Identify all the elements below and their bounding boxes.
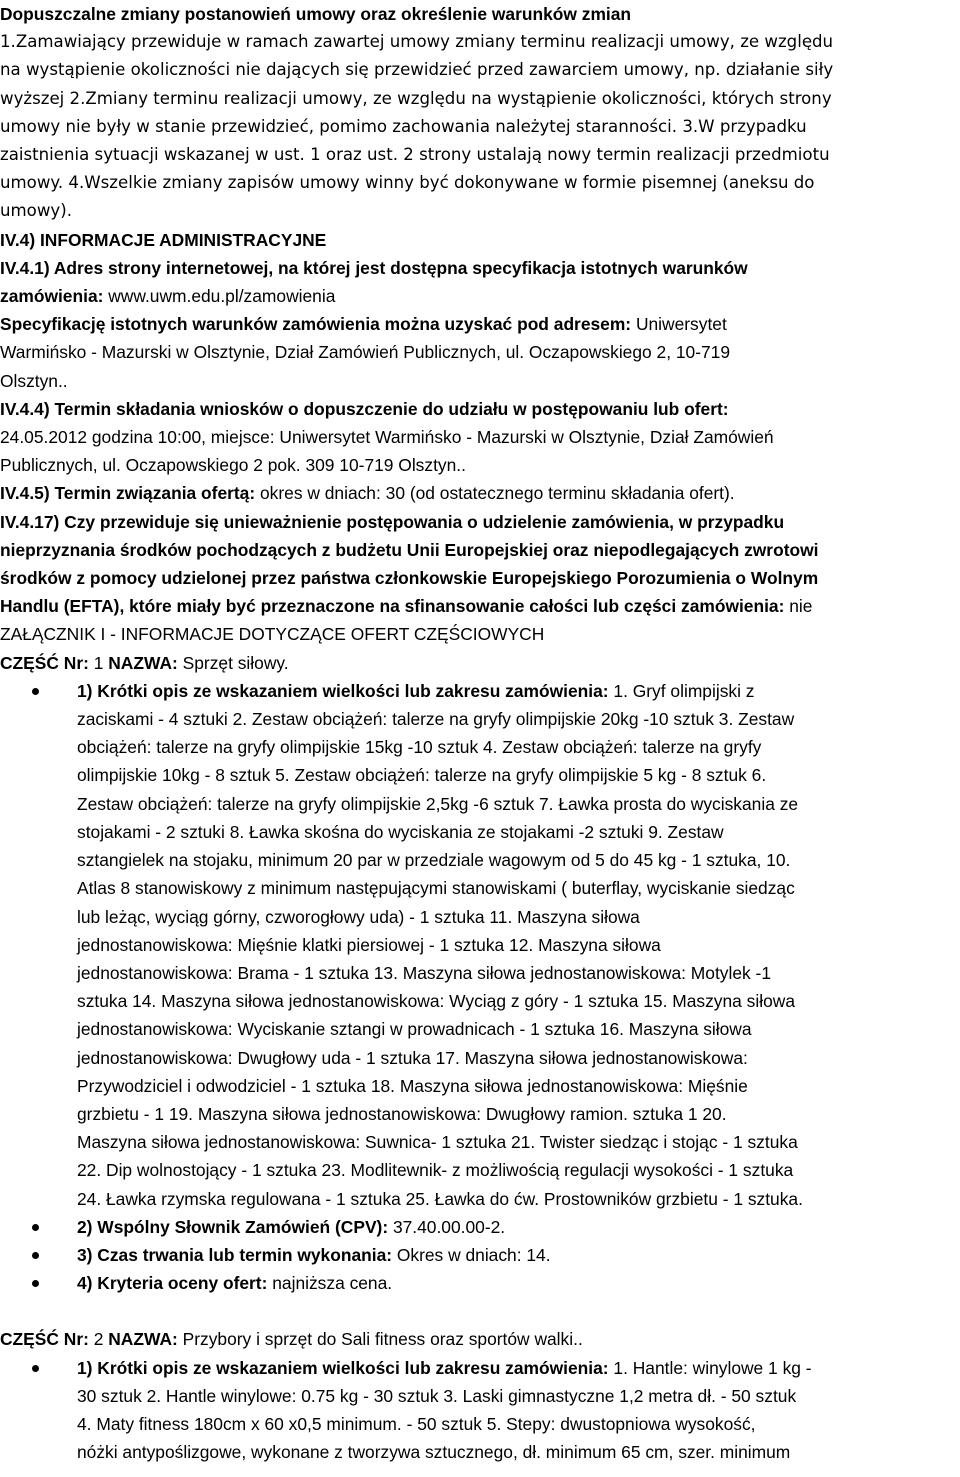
bold-text-run: IV.4.5) Termin związania ofertą: (0, 483, 260, 504)
text-run: Przybory i sprzęt do Sali fitness oraz sportów walki.. (182, 1329, 583, 1350)
list-item-line (77, 1156, 956, 1184)
bullet-icon (32, 1365, 39, 1372)
text-line (0, 649, 956, 677)
text-run: jednostanowiskowa: Wyciskanie sztangi w prowadnicach - 1 sztuka 16. Maszyna siłowa (77, 1019, 752, 1040)
text-run: 30 sztuk 2. Hantle winylowe: 0.75 kg - 30 sztuk 3. Laski gimnastyczne 1,2 metra dł. - 50 sztuk (77, 1385, 797, 1406)
bold-text-run: CZĘŚĆ Nr: (0, 652, 94, 673)
list-item (0, 1269, 956, 1297)
text-run: Publicznych, ul. Oczapowskiego 2 pok. 309 10-719 Olsztyn.. (0, 455, 466, 476)
bold-text-run: środków z pomocy udzielonej przez państwa członkowskie Europejskiego Porozumienia o Wolnym (0, 568, 819, 589)
bold-text-run: 1) Krótki opis ze wskazaniem wielkości lub zakresu zamówienia: (77, 1357, 614, 1378)
list-item (0, 1241, 956, 1269)
text-run: nóżki antypoślizgowe, wykonane z tworzywa sztucznego, dł. minimum 65 cm, szer. minimum (77, 1442, 791, 1463)
text-line (0, 197, 956, 225)
list-item-line (77, 874, 956, 902)
text-run: jednostanowiskowa: Dwugłowy uda - 1 sztuka 17. Maszyna siłowa jednostanowiskowa: (77, 1047, 748, 1068)
bold-text-run: IV.4.1) Adres strony internetowej, na której jest dostępna specyfikacja istotnych warunków (0, 257, 748, 278)
text-line (0, 479, 956, 507)
text-run: najniższa cena. (272, 1273, 393, 1294)
text-run: sztangielek na stojaku, minimum 20 par w przedziale wagowym od 5 do 45 kg - 1 sztuka, 10. (77, 850, 791, 871)
bold-text-run: CZĘŚĆ Nr: (0, 1329, 94, 1350)
text-run: 24. Ławka rzymska regulowana - 1 sztuka 25. Ławka do ćw. Prostowników grzbietu - 1 sztuka. (77, 1188, 803, 1209)
text-line (0, 56, 956, 84)
list-item-line (77, 1100, 956, 1128)
text-line (0, 508, 956, 536)
text-line (0, 28, 956, 56)
text-run: zaistnienia sytuacji wskazanej w ust. 1 oraz ust. 2 strony ustalają nowy termin realizacji przedmiotu (0, 145, 830, 165)
text-line (0, 367, 956, 395)
list-item-line (77, 959, 956, 987)
text-line (0, 85, 956, 113)
bullet-icon (32, 688, 39, 695)
text-run: nie (789, 596, 813, 617)
text-run: Maszyna siłowa jednostanowiskowa: Suwnica- 1 sztuka 21. Twister siedząc i stojąc - 1 sztuka (77, 1132, 798, 1153)
bullet-icon (32, 1280, 39, 1287)
text-run: grzbietu - 1 19. Maszyna siłowa jednostanowiskowa: Dwugłowy ramion. sztuka 1 20. (77, 1103, 727, 1124)
list-item-line (77, 1241, 956, 1269)
text-run: na wystąpienie okoliczności nie dających się przewidzieć przed zawarciem umowy, np. działanie siły (0, 60, 834, 80)
text-run: umowy). (0, 201, 72, 221)
text-run: 24.05.2012 godzina 10:00, miejsce: Uniwersytet Warmińsko - Mazurski w Olsztynie, Dział Zamówień (0, 427, 774, 448)
text-run: umowy nie były w stanie przewidzieć, pomimo zachowania należytej staranności. 3.W przypadku (0, 116, 807, 136)
text-run: Przywodziciel i odwodziciel - 1 sztuka 18. Maszyna siłowa jednostanowiskowa: Mięśnie (77, 1075, 748, 1096)
text-line (0, 226, 956, 254)
text-run: zaciskami - 4 sztuki 2. Zestaw obciążeń: talerze na gryfy olimpijskie 20kg -10 sztuk 3. Zestaw (77, 709, 795, 730)
text-run: Uniwersytet (635, 314, 727, 335)
list-item-line (77, 1410, 956, 1438)
text-line (0, 113, 956, 141)
bullet-icon (32, 1252, 39, 1259)
bold-text-run: IV.4) INFORMACJE ADMINISTRACYJNE (0, 229, 327, 250)
list-item-line (77, 761, 956, 789)
list-item-line (77, 1382, 956, 1410)
bold-text-run: IV.4.4) Termin składania wniosków o dopuszczenie do udziału w postępowaniu lub ofert: (0, 398, 729, 419)
text-run: Olsztyn.. (0, 370, 68, 391)
list-item-line (77, 1044, 956, 1072)
bold-text-run: IV.4.17) Czy przewiduje się unieważnienie postępowania o udzielenie zamówienia, w przypadku (0, 511, 785, 532)
text-run: Sprzęt siłowy. (182, 652, 289, 673)
list-item-line (77, 1128, 956, 1156)
list-item-line (77, 1438, 956, 1466)
list-item-line (77, 846, 956, 874)
list-item-line (77, 931, 956, 959)
list-item-line (77, 1015, 956, 1043)
list-item (0, 1354, 956, 1467)
text-run: Warmińsko - Mazurski w Olsztynie, Dział Zamówień Publicznych, ul. Oczapowskiego 2, 10-719 (0, 342, 731, 363)
text-run: obciążeń: talerze na gryfy olimpijskie 15kg -10 sztuk 4. Zestaw obciążeń: talerze na gryfy (77, 737, 762, 758)
list-item-line (77, 705, 956, 733)
list-item-line (77, 903, 956, 931)
bullet-icon (32, 1224, 39, 1231)
text-line (0, 564, 956, 592)
text-run: 1. Gryf olimpijski z (613, 680, 755, 701)
part1-item-list (0, 677, 956, 1297)
text-line (0, 620, 956, 648)
bold-text-run: 3) Czas trwania lub termin wykonania: (77, 1244, 397, 1265)
text-run: Okres w dniach: 14. (396, 1244, 551, 1265)
text-run: jednostanowiskowa: Brama - 1 sztuka 13. Maszyna siłowa jednostanowiskowa: Motylek -1 (77, 962, 772, 983)
text-run: 4. Maty fitness 180cm x 60 x0,5 minimum. - 50 sztuk 5. Stepy: dwustopniowa wysokość, (77, 1413, 756, 1434)
text-run: 37.40.00.00-2. (392, 1216, 506, 1237)
text-run: sztuka 14. Maszyna siłowa jednostanowiskowa: Wyciąg z góry - 1 sztuka 15. Maszyna siłowa (77, 991, 796, 1012)
text-run: 22. Dip wolnostojący - 1 sztuka 23. Modlitewnik- z możliwością regulacji wysokości - 1 sztuka (77, 1160, 794, 1181)
list-item-line (77, 677, 956, 705)
bold-text-run: Dopuszczalne zmiany postanowień umowy oraz określenie warunków zmian (0, 4, 632, 24)
text-run: Atlas 8 stanowiskowy z minimum następującymi stanowiskami ( buterflay, wyciskanie siedząc (77, 878, 795, 899)
text-run: www.uwm.edu.pl/zamowienia (108, 286, 336, 307)
list-item (0, 677, 956, 1213)
list-item-line (77, 987, 956, 1015)
text-run: jednostanowiskowa: Mięśnie klatki piersiowej - 1 sztuka 12. Maszyna siłowa (77, 934, 661, 955)
text-run: olimpijskie 10kg - 8 sztuk 5. Zestaw obciążeń: talerze na gryfy olimpijskie 5 kg - 8 sztuk 6. (77, 765, 767, 786)
list-item-line (77, 1213, 956, 1241)
list-item-line (77, 818, 956, 846)
bold-text-run: NAZWA: (108, 1329, 183, 1350)
text-line (0, 282, 956, 310)
document-header-section (0, 0, 956, 677)
list-item-line (77, 790, 956, 818)
text-line (0, 169, 956, 197)
text-run: 1 (93, 652, 109, 673)
bold-text-run: 1) Krótki opis ze wskazaniem wielkości lub zakresu zamówienia: (77, 680, 614, 701)
text-run: ZAŁĄCZNIK I - INFORMACJE DOTYCZĄCE OFERT CZĘŚCIOWYCH (0, 624, 545, 645)
text-run: okres w dniach: 30 (od ostatecznego terminu składania ofert). (259, 483, 735, 504)
text-run: 2 (93, 1329, 109, 1350)
text-line (0, 338, 956, 366)
list-item-line (77, 733, 956, 761)
text-line (0, 310, 956, 338)
bold-text-run: nieprzyznania środków pochodzących z budżetu Unii Europejskiej oraz niepodlegających zwrotowi (0, 539, 819, 560)
text-run: wyższej 2.Zmiany terminu realizacji umowy, ze względu na wystąpienie okoliczności, których strony (0, 88, 832, 108)
bold-text-run: zamówienia: (0, 286, 109, 307)
section-gap (0, 1297, 956, 1325)
text-run: 1. Hantle: winylowe 1 kg - (613, 1357, 812, 1378)
list-item (0, 1213, 956, 1241)
bold-text-run: 2) Wspólny Słownik Zamówień (CPV): (77, 1216, 393, 1237)
text-line (0, 141, 956, 169)
text-run: Zestaw obciążeń: talerze na gryfy olimpijskie 2,5kg -6 sztuk 7. Ławka prosta do wyciskania ze (77, 793, 799, 814)
list-item-line (77, 1072, 956, 1100)
bold-text-run: Handlu (EFTA), które miały być przeznaczone na sfinansowanie całości lub części zamówienia: (0, 596, 790, 617)
text-line (0, 536, 956, 564)
text-run: lub leżąc, wyciąg górny, czworogłowy uda) - 1 sztuka 11. Maszyna siłowa (77, 906, 640, 927)
bold-text-run: Specyfikację istotnych warunków zamówienia można uzyskać pod adresem: (0, 314, 636, 335)
bold-text-run: 4) Kryteria oceny ofert: (77, 1273, 273, 1294)
text-run: 1.Zamawiający przewiduje w ramach zawartej umowy zmiany terminu realizacji umowy, ze względu (0, 32, 834, 52)
list-item-line (77, 1269, 956, 1297)
text-line (0, 423, 956, 451)
list-item-line (77, 1185, 956, 1213)
text-line (0, 451, 956, 479)
list-item-line (77, 1354, 956, 1382)
bold-text-run: NAZWA: (108, 652, 183, 673)
text-line (0, 395, 956, 423)
text-line (0, 592, 956, 620)
part2-heading (0, 1325, 956, 1353)
part2-item-list (0, 1354, 956, 1467)
text-line (0, 0, 956, 28)
text-run: umowy. 4.Wszelkie zmiany zapisów umowy winny być dokonywane w formie pisemnej (aneksu do (0, 173, 815, 193)
text-run: stojakami - 2 sztuki 8. Ławka skośna do wyciskania ze stojakami -2 sztuki 9. Zestaw (77, 821, 724, 842)
text-line (0, 254, 956, 282)
